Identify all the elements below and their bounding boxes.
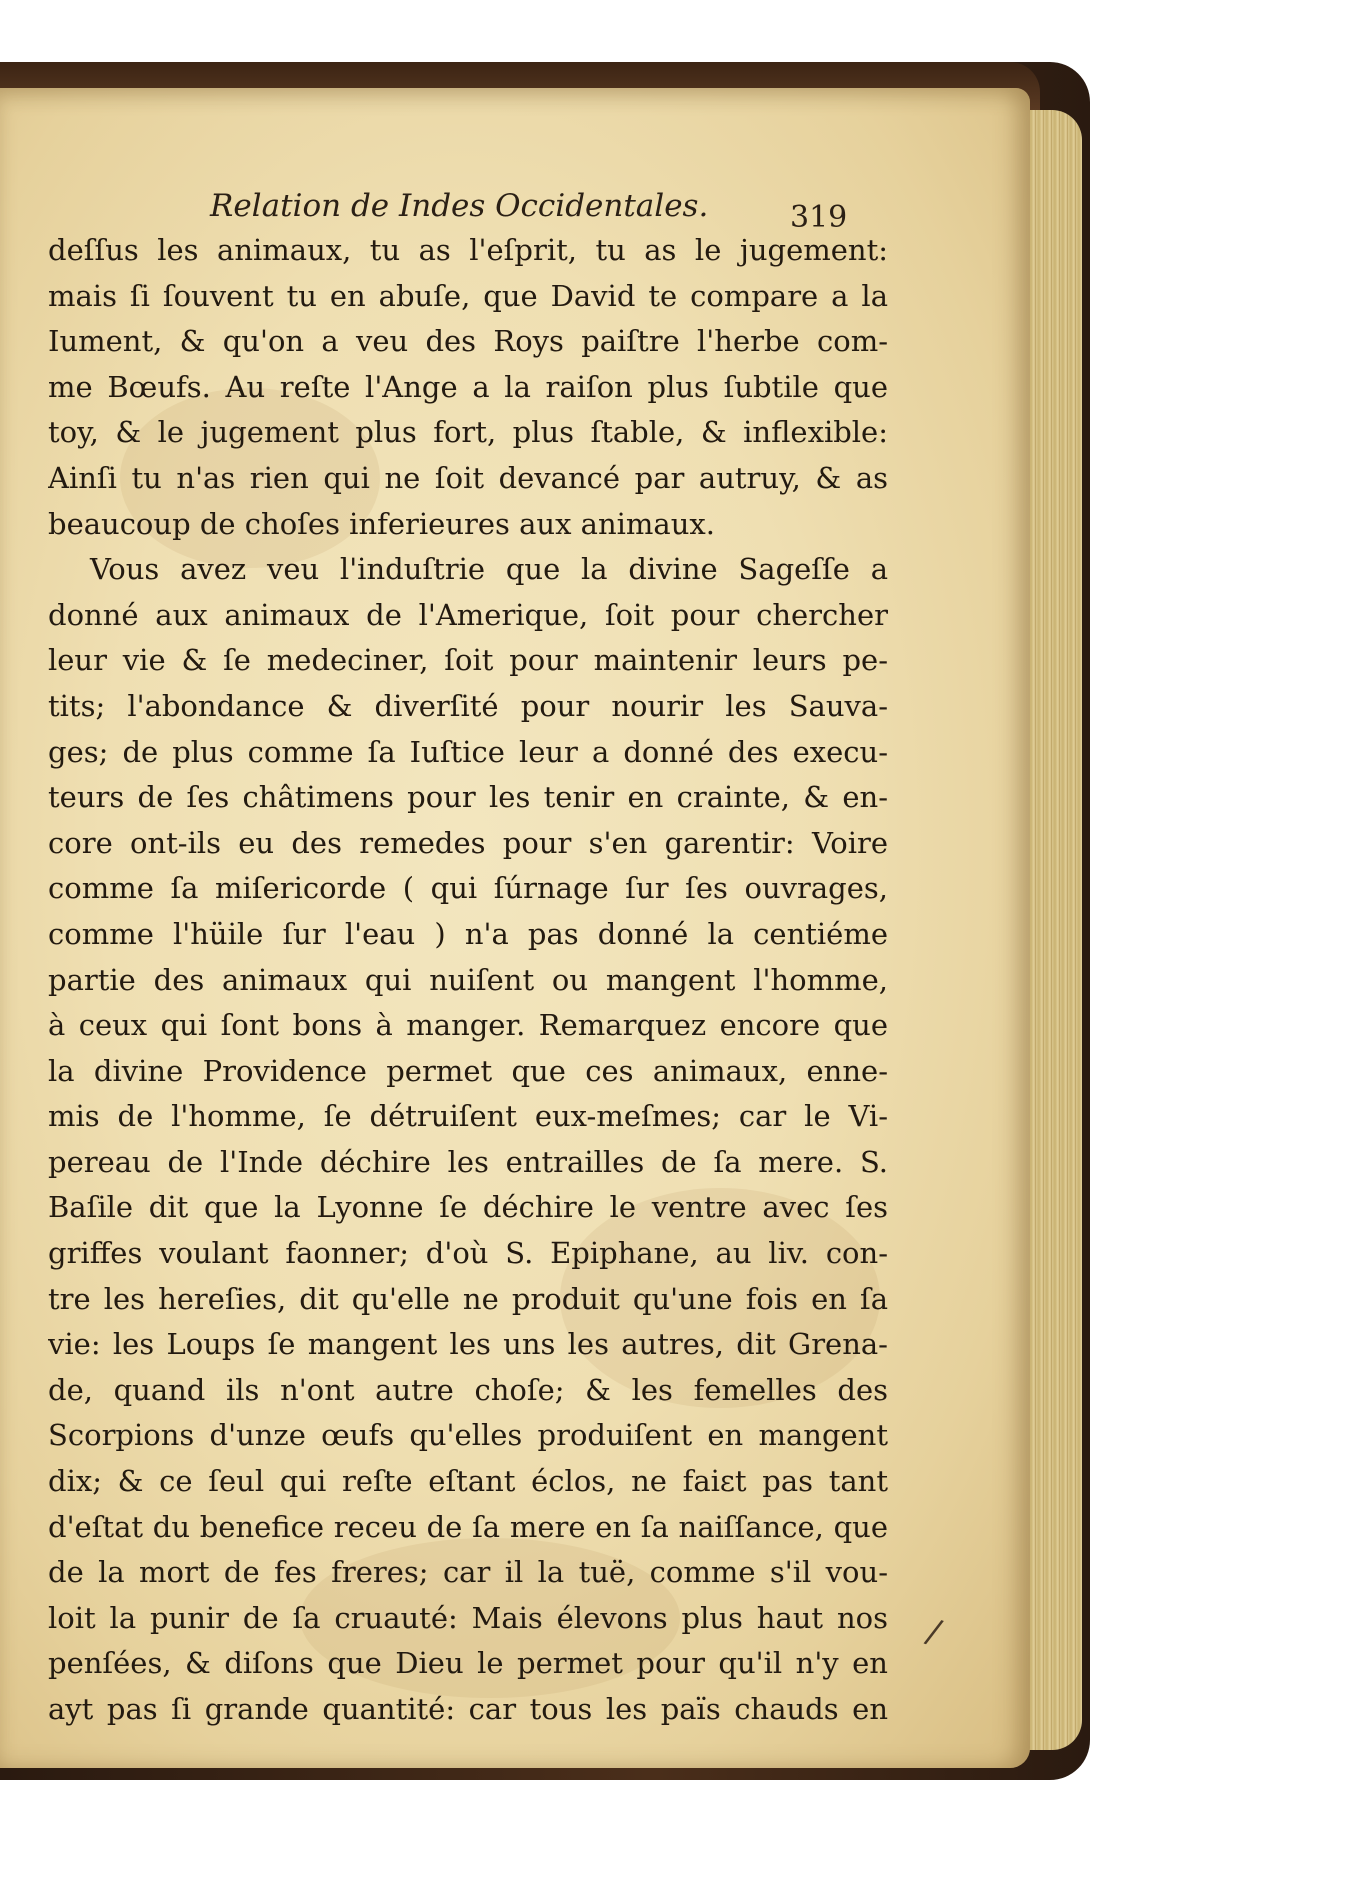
text-line: pereau de l'Inde déchire les entrailles de ſa mere. S. xyxy=(48,1144,888,1179)
text-line: comme l'hüile ſur l'eau ) n'a pas donné la centiéme xyxy=(48,916,888,951)
text-line: me Bœufs. Au reſte l'Ange a la raiſon plus ſubtile que xyxy=(48,369,888,404)
text-line: de la mort de fes freres; car il la tuë, comme s'il vou- xyxy=(48,1555,888,1590)
text-line: vie: les Loups ſe mangent les uns les autres, dit Grena- xyxy=(48,1327,888,1362)
text-line: leur vie & ſe medeciner, ſoit pour maintenir leurs pe- xyxy=(48,643,888,678)
text-line: tits; l'abondance & diverſité pour nourir les Sauva- xyxy=(48,688,888,723)
running-title: Relation de Indes Occidentales. xyxy=(210,188,709,224)
text-line: teurs de ſes châtimens pour les tenir en crainte, & en- xyxy=(48,780,888,815)
text-line: d'eſtat du benefice receu de ſa mere en ſa naiſſance, que xyxy=(48,1509,888,1544)
text-line: tre les hereſies, dit qu'elle ne produit qu'une fois en ſa xyxy=(48,1281,888,1316)
text-line: donné aux animaux de l'Amerique, ſoit pour chercher xyxy=(48,597,888,632)
text-line: toy, & le jugement plus fort, plus ſtable, & inflexible: xyxy=(48,415,888,450)
text-line: ges; de plus comme ſa Iuſtice leur a donné des execu- xyxy=(48,734,888,769)
text-line: mais ſi ſouvent tu en abuſe, que David te compare a la xyxy=(48,278,888,313)
text-line: beaucoup de choſes inferieures aux animaux. xyxy=(48,506,715,541)
text-line: la divine Providence permet que ces animaux, enne- xyxy=(48,1053,888,1088)
text-line: deſſus les animaux, tu as l'eſprit, tu as le jugement: xyxy=(48,233,888,267)
text-line: Ainſi tu n'as rien qui ne ſoit devancé par autruy, & as xyxy=(48,460,888,495)
text-line: penſées, & diſons que Dieu le permet pour qu'il n'y en xyxy=(48,1646,888,1681)
text-line: mis de l'homme, ſe détruiſent eux-meſmes; car le Vi- xyxy=(48,1099,888,1134)
text-line: de, quand ils n'ont autre choſe; & les femelles des xyxy=(48,1372,888,1407)
text-line: loit la punir de ſa cruauté: Mais élevons plus haut nos xyxy=(48,1600,888,1635)
text-line: core ont-ils eu des remedes pour s'en garentir: Voire xyxy=(48,825,888,860)
text-line: Vous avez veu l'induſtrie que la divine Sageſſe a xyxy=(90,552,888,587)
text-line: à ceux qui ſont bons à manger. Remarquez encore que xyxy=(48,1008,888,1043)
text-line: Iument, & qu'on a veu des Roys paiſtre l'herbe com- xyxy=(48,324,888,359)
text-line: griffes voulant faonner; d'où S. Epiphane, au liv. con- xyxy=(48,1236,888,1271)
text-line: dix; & ce ſeul qui reſte eſtant éclos, ne faiɛt pas tant xyxy=(48,1464,888,1499)
text-line: comme ſa miſericorde ( qui ſúrnage ſur ſes ouvrages, xyxy=(48,871,888,906)
page-number: 319 xyxy=(790,200,848,235)
text-line: partie des animaux qui nuiſent ou mangent l'homme, xyxy=(48,962,888,997)
stray-ink-mark: / xyxy=(921,1611,946,1653)
text-line: ayt pas ſi grande quantité: car tous les païs chauds en xyxy=(48,1692,888,1726)
body-text xyxy=(48,228,888,1733)
text-line: Scorpions d'unze œufs qu'elles produiſent en mangent xyxy=(48,1418,888,1453)
text-line: Baſile dit que la Lyonne ſe déchire le ventre avec ſes xyxy=(48,1190,888,1225)
